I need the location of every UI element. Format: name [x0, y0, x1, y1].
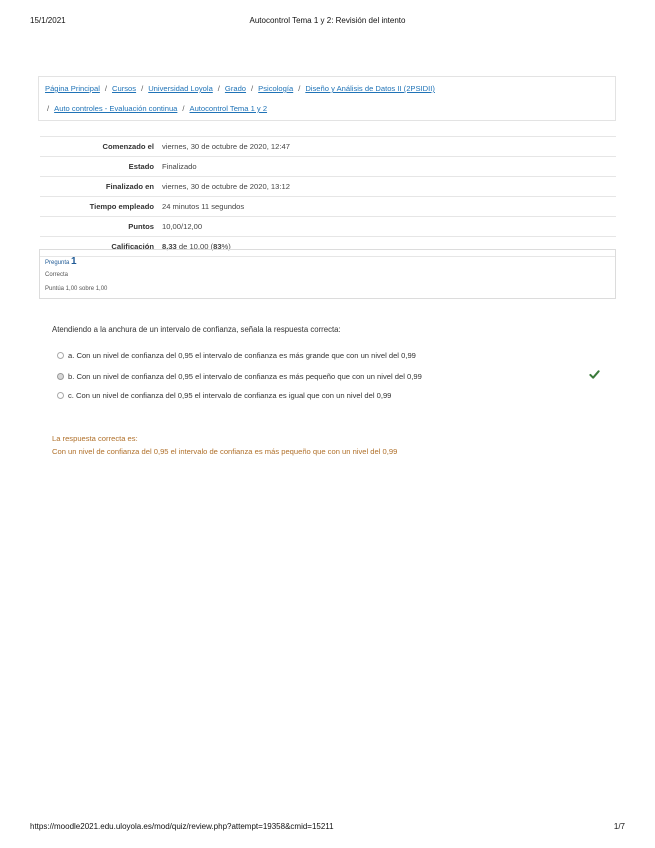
- correct-check-icon: [589, 369, 600, 380]
- breadcrumb-separator: /: [217, 84, 220, 93]
- breadcrumb-separator: /: [251, 84, 254, 93]
- question-state: Correcta: [45, 272, 69, 278]
- breadcrumb-separator: /: [141, 84, 144, 93]
- answer-text: Con un nivel de confianza del 0,95 el intervalo de confianza es más pequeño que con un nivel del 0,99: [76, 372, 422, 381]
- breadcrumb-course[interactable]: Diseño y Análisis de Datos II (2PSIDII): [305, 84, 435, 93]
- breadcrumb-separator: /: [182, 104, 185, 113]
- grade-end: %): [221, 242, 231, 251]
- breadcrumb-home[interactable]: Página Principal: [45, 84, 100, 93]
- print-date: 15/1/2021: [30, 16, 66, 25]
- answer-text: Con un nivel de confianza del 0,95 el intervalo de confianza es más grande que con un nivel del 0,99: [76, 351, 416, 360]
- summary-row: [40, 137, 616, 157]
- correct-answer-label: La respuesta correcta es:: [52, 434, 138, 443]
- print-page-number: 1/7: [613, 822, 625, 831]
- breadcrumb-separator: /: [298, 84, 301, 93]
- grade-label: Calificación: [111, 242, 154, 251]
- summary-value: 10,00/12,00: [162, 222, 203, 231]
- summary-value: Finalizado: [162, 162, 197, 171]
- breadcrumb-courses[interactable]: Cursos: [112, 84, 137, 93]
- breadcrumb-grado[interactable]: Grado: [224, 84, 247, 93]
- grade-percent: 83: [213, 242, 222, 251]
- answer-letter: b.: [68, 372, 75, 381]
- answer-option-c[interactable]: [57, 391, 391, 400]
- print-url: https://moodle2021.edu.uloyola.es/mod/quiz/review.php?attempt=19358&cmid=15211: [30, 822, 334, 831]
- summary-row: [40, 157, 616, 177]
- question-number-value: 1: [71, 256, 77, 267]
- correct-answer-text: Con un nivel de confianza del 0,95 el intervalo de confianza es más pequeño que con un nivel del 0,99: [52, 447, 398, 456]
- breadcrumb: [38, 76, 616, 121]
- radio-button[interactable]: [57, 352, 64, 359]
- summary-row: [40, 177, 616, 197]
- radio-button-selected[interactable]: [57, 373, 64, 380]
- summary-value: viernes, 30 de octubre de 2020, 12:47: [162, 142, 290, 151]
- breadcrumb-separator: /: [104, 84, 108, 93]
- grade-score: 8,33: [162, 242, 177, 251]
- print-title: Autocontrol Tema 1 y 2: Revisión del intento: [249, 16, 406, 25]
- breadcrumb-psicologia[interactable]: Psicología: [258, 84, 294, 93]
- summary-label: Puntos: [128, 222, 154, 231]
- breadcrumb-separator: /: [47, 104, 50, 113]
- answer-option-a[interactable]: [57, 351, 416, 360]
- attempt-summary-table: [40, 136, 616, 257]
- breadcrumb-university[interactable]: Universidad Loyola: [148, 84, 213, 93]
- question-number: [45, 256, 77, 267]
- right-answer-feedback: [52, 432, 397, 458]
- grade-mid: de 10,00 (: [176, 242, 214, 251]
- summary-label: Comenzado el: [102, 142, 154, 151]
- question-label: Pregunta: [45, 260, 70, 266]
- question-info-box: [39, 249, 616, 299]
- answer-option-b[interactable]: [57, 372, 422, 381]
- breadcrumb-quiz[interactable]: Autocontrol Tema 1 y 2: [189, 104, 268, 113]
- summary-value: 24 minutos 11 segundos: [162, 202, 245, 211]
- breadcrumb-section[interactable]: Auto controles - Evaluación continua: [54, 104, 178, 113]
- summary-label: Tiempo empleado: [89, 202, 154, 211]
- answer-letter: a.: [68, 351, 75, 360]
- radio-button[interactable]: [57, 392, 64, 399]
- summary-row: [40, 217, 616, 237]
- summary-row: [40, 197, 616, 217]
- summary-label: Estado: [128, 162, 154, 171]
- question-text: Atendiendo a la anchura de un intervalo de confianza, señala la respuesta correcta:: [52, 325, 341, 334]
- answer-letter: c.: [68, 391, 74, 400]
- summary-value: viernes, 30 de octubre de 2020, 13:12: [162, 182, 290, 191]
- question-grade: Puntúa 1,00 sobre 1,00: [45, 286, 108, 292]
- answer-text: Con un nivel de confianza del 0,95 el intervalo de confianza es igual que con un nivel del 0,99: [76, 391, 392, 400]
- summary-label: Finalizado en: [105, 182, 154, 191]
